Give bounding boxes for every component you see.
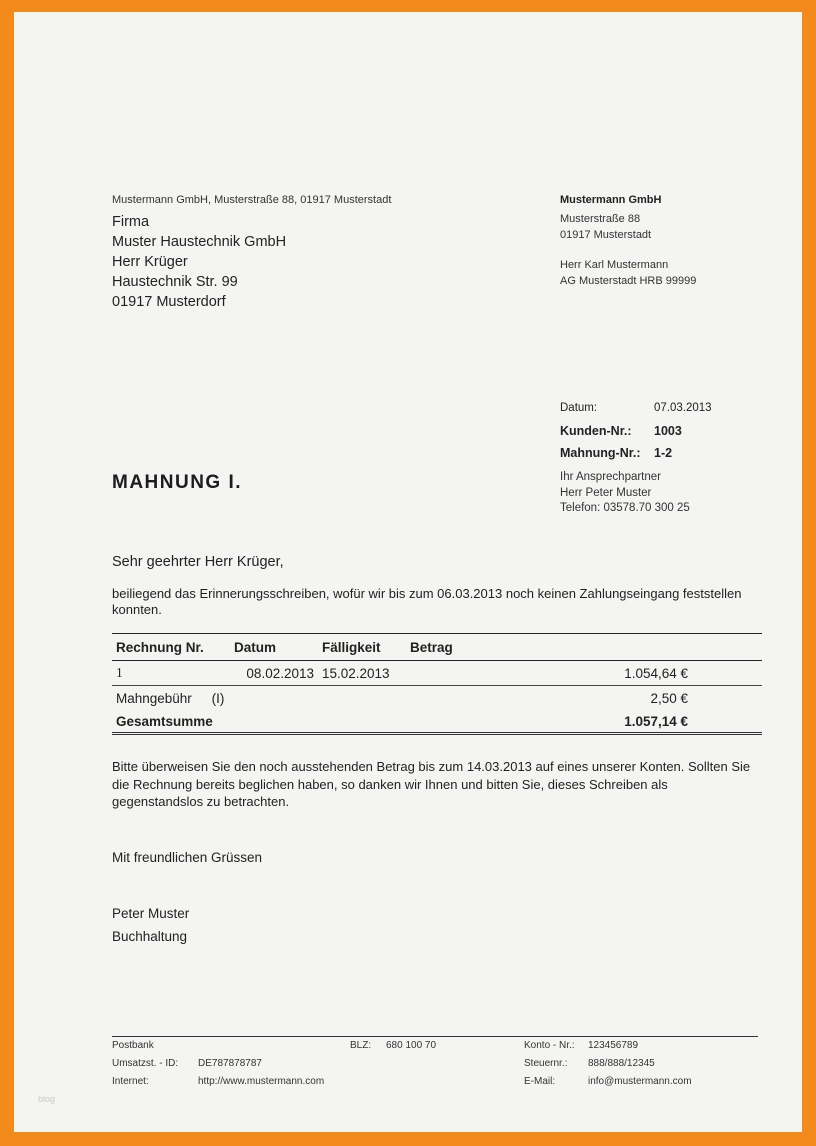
- signature-department: Buchhaltung: [112, 929, 188, 944]
- date-label: Datum:: [560, 402, 598, 414]
- customer-value: 1003: [654, 424, 682, 438]
- date-value: 07.03.2013: [654, 402, 712, 414]
- contact-name: Herr Peter Muster: [560, 486, 652, 499]
- cell-amount: 1.054,64 €: [406, 661, 762, 686]
- footer-mail-value[interactable]: info@mustermann.com: [588, 1076, 692, 1087]
- footer-mail-label: E-Mail:: [524, 1076, 556, 1087]
- company-name: Mustermann GmbH: [560, 194, 662, 206]
- footer-web-value[interactable]: http://www.mustermann.com: [198, 1076, 325, 1087]
- footer-konto-value: 123456789: [588, 1040, 639, 1051]
- footer-tax-label: Steuernr.:: [524, 1058, 568, 1069]
- company-owner-block: [560, 258, 696, 289]
- sender-return-line: Mustermann GmbH, Musterstraße 88, 01917 Musterstadt: [112, 194, 392, 206]
- header-invoice: Rechnung Nr.: [112, 634, 230, 661]
- salutation: Sehr geehrter Herr Krüger,: [112, 554, 284, 570]
- contact-phone: Telefon: 03578.70 300 25: [560, 502, 690, 514]
- total-row: [112, 710, 762, 734]
- total-label: Gesamtsumme: [112, 710, 406, 734]
- fee-cell: [112, 686, 406, 711]
- footer-web-label: Internet:: [112, 1076, 149, 1087]
- footer-konto-label: Konto - Nr.:: [524, 1040, 575, 1051]
- recipient-line: 01917 Musterdorf: [112, 294, 226, 310]
- invoice-table: [112, 633, 762, 735]
- footer-vat-value: DE787878787: [198, 1058, 262, 1069]
- contact-label: Ihr Ansprechpartner: [560, 471, 662, 483]
- company-address: [560, 212, 651, 243]
- watermark: blog: [38, 1094, 56, 1104]
- cell-due: 15.02.2013: [318, 661, 406, 686]
- closing-paragraph: Bitte überweisen Sie den noch ausstehenden Betrag bis zum 14.03.2013 auf eines unserer Konten. Sollten Sie die Rechnung bereits beglichen haben, so danken wir Ihnen und bitten Sie, dieses Schreiben als gegenstandslos zu betrachten.: [112, 759, 751, 809]
- footer-blz-value: 680 100 70: [386, 1040, 437, 1051]
- company-street: Musterstraße 88: [560, 213, 641, 225]
- table-row: [112, 661, 762, 686]
- footer-bank: Postbank: [112, 1040, 154, 1051]
- recipient-line: Firma: [112, 214, 150, 230]
- greeting: Mit freundlichen Grüssen: [112, 850, 263, 865]
- recipient-line: Haustechnik Str. 99: [112, 274, 238, 290]
- contact-person: [560, 470, 690, 517]
- recipient-line: Herr Krüger: [112, 254, 188, 270]
- company-owner: Herr Karl Mustermann: [560, 259, 669, 271]
- footer-tax-value: 888/888/12345: [588, 1058, 655, 1069]
- letter-title: MAHNUNG I.: [112, 472, 243, 493]
- recipient-line: Muster Haustechnik GmbH: [112, 234, 287, 250]
- letter-page: [14, 12, 802, 1132]
- fee-label: Mahngebühr: [116, 690, 192, 706]
- header-amount: Betrag: [406, 634, 762, 661]
- fee-note: (I): [211, 690, 225, 706]
- table-header-row: [112, 634, 762, 661]
- company-city: 01917 Musterstadt: [560, 228, 652, 241]
- fee-row: [112, 686, 762, 711]
- header-date: Datum: [230, 634, 318, 661]
- cell-invoice: 1: [112, 661, 230, 686]
- cell-date: 08.02.2013: [230, 661, 318, 686]
- customer-label: Kunden-Nr.:: [560, 424, 632, 438]
- company-register: AG Musterstadt HRB 99999: [560, 274, 697, 287]
- fee-amount: 2,50 €: [650, 690, 688, 706]
- recipient-address: [112, 212, 286, 312]
- header-due: Fälligkeit: [318, 634, 406, 661]
- dunning-value: 1-2: [654, 446, 673, 460]
- footer-divider: [112, 1036, 758, 1037]
- total-amount: 1.057,14 €: [406, 710, 762, 734]
- signature-block: [112, 902, 189, 948]
- footer-blz-label: BLZ:: [350, 1040, 372, 1051]
- intro-paragraph: beiliegend das Erinnerungsschreiben, wofür wir bis zum 06.03.2013 noch keinen Zahlungseingang feststellen konnten.: [112, 586, 742, 617]
- signature-name: Peter Muster: [112, 906, 190, 921]
- footer-vat-label: Umsatzst. - ID:: [112, 1058, 179, 1069]
- dunning-label: Mahnung-Nr.:: [560, 446, 641, 460]
